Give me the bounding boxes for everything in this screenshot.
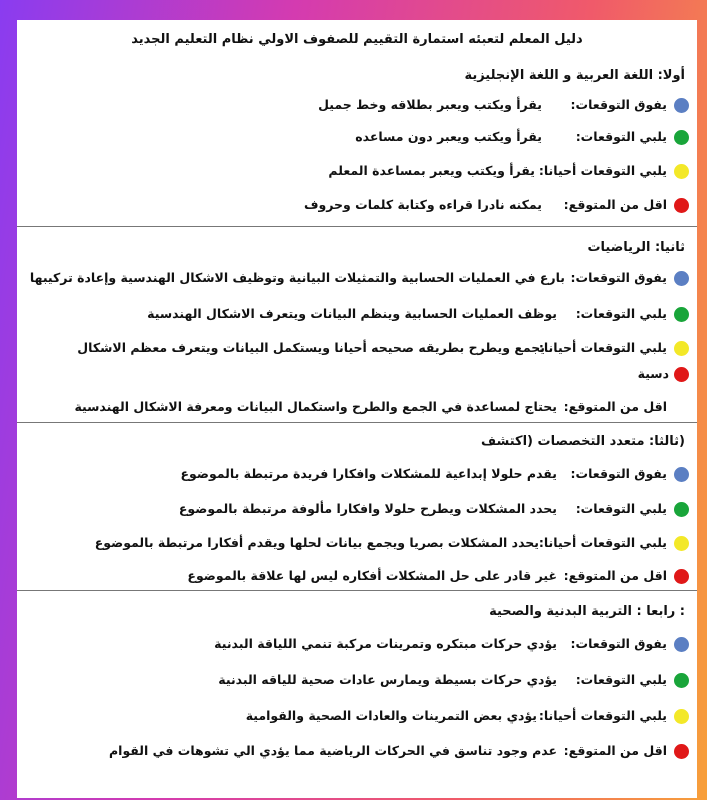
green-level-icon [674, 673, 689, 688]
section-heading-languages: أولا: اللغة العربية و اللغة الإنجليزية [464, 68, 685, 83]
level-label: اقل من المتوقع: [563, 568, 667, 583]
level-label: اقل من المتوقع: [563, 743, 667, 758]
list-item-continuation [17, 362, 697, 388]
red-level-icon [674, 744, 689, 759]
list-item [17, 336, 697, 362]
yellow-level-icon [674, 709, 689, 724]
yellow-level-icon [674, 341, 689, 356]
level-description: يحتاج لمساعدة في الجمع والطرح واستكمال البيانات ومعرفة الاشكال الهندسية [74, 399, 557, 414]
yellow-level-icon [674, 536, 689, 551]
section-heading-math: ثانيا: الرياضيات [587, 240, 685, 255]
level-label: يلبي التوقعات أحيانا: [538, 163, 667, 178]
red-level-icon [674, 367, 689, 382]
level-description: يوظف العمليات الحسابية وينظم البيانات ويتعرف الاشكال الهندسية [147, 306, 557, 321]
level-description: غير قادر على حل المشكلات أفكاره ليس لها علاقة بالموضوع [187, 568, 557, 583]
list-item [17, 125, 697, 151]
section-heading-physical-education: : رابعا : التربية البدنية والصحية [489, 604, 685, 619]
list-item [17, 159, 697, 185]
list-item [17, 632, 697, 658]
level-description: يمكنه نادرا قراءه وكتابة كلمات وحروف [303, 197, 542, 212]
green-level-icon [674, 502, 689, 517]
list-item [17, 462, 697, 488]
level-description: عدم وجود تناسق في الحركات الرياضية مما يؤدي الي تشوهات في القوام [109, 743, 557, 758]
blue-level-icon [674, 637, 689, 652]
level-description: بارع في العمليات الحسابية والتمثيلات البيانية وتوظيف الاشكال الهندسية وإعادة تركيبها [29, 270, 565, 285]
level-description: يقرأ ويكتب ويعبر بمساعدة المعلم [328, 163, 535, 178]
level-label: يفوق التوقعات: [570, 466, 667, 481]
level-label: يفوق التوقعات: [570, 270, 667, 285]
level-description: يؤدي حركات بسيطة ويمارس عادات صحية للياقه البدنية [218, 672, 557, 687]
list-item [17, 497, 697, 523]
wrapped-text-fragment: دسية [637, 366, 669, 381]
level-description: يحدد المشكلات بصريا ويجمع بيانات لحلها ويقدم أفكارا مرتبطة بالموضوع [94, 535, 539, 550]
level-description: يؤدي بعض التمرينات والعادات الصحية والقوامية [245, 708, 537, 723]
level-label: اقل من المتوقع: [563, 197, 667, 212]
level-label: يلبي التوقعات: [575, 129, 667, 144]
level-description: يحدد المشكلات ويطرح حلولا وافكارا مألوفة مرتبطة بالموضوع [178, 501, 557, 516]
level-label: يفوق التوقعات: [570, 97, 667, 112]
level-label: يلبي التوقعات: [575, 501, 667, 516]
section-heading-multidisciplinary: (ثالثا: متعدد التخصصات (اكتشف [481, 434, 685, 449]
list-item [17, 531, 697, 557]
green-level-icon [674, 307, 689, 322]
list-item [17, 193, 697, 219]
blue-level-icon [674, 271, 689, 286]
level-description: يقدم حلولا إبداعية للمشكلات وافكارا فريدة مرتبطة بالموضوع [180, 466, 557, 481]
yellow-level-icon [674, 164, 689, 179]
list-item [17, 564, 697, 590]
page-title: دليل المعلم لتعبئه استمارة التقييم للصفوف الاولي نظام التعليم الجديد [131, 32, 583, 47]
list-item [17, 266, 697, 292]
level-label: يلبي التوقعات أحيانا: [538, 708, 667, 723]
blue-level-icon [674, 98, 689, 113]
list-item [17, 704, 697, 730]
section-divider [17, 590, 697, 591]
red-level-icon [674, 198, 689, 213]
list-item [17, 93, 697, 119]
level-label: اقل من المتوقع: [563, 399, 667, 414]
level-label: يلبي التوقعات أحيانا: [538, 535, 667, 550]
level-label: يلبي التوقعات أحيانا: [538, 340, 667, 355]
level-description: يجمع ويطرح بطريقه صحيحه أحيانا ويستكمل البيانات ويتعرف معظم الاشكال [77, 340, 545, 355]
list-item [17, 302, 697, 328]
list-item [17, 395, 697, 421]
level-description: يقرأ ويكتب ويعبر دون مساعده [355, 129, 542, 144]
green-level-icon [674, 130, 689, 145]
level-description: يقرأ ويكتب ويعبر بطلاقه وخط جميل [318, 97, 542, 112]
red-level-icon [674, 569, 689, 584]
blue-level-icon [674, 467, 689, 482]
section-divider [17, 226, 697, 227]
level-label: يفوق التوقعات: [570, 636, 667, 651]
level-label: يلبي التوقعات: [575, 672, 667, 687]
section-divider [17, 422, 697, 423]
list-item [17, 739, 697, 765]
level-label: يلبي التوقعات: [575, 306, 667, 321]
evaluation-guide-sheet [17, 20, 697, 798]
level-description: يؤدي حركات مبتكره وتمرينات مركبة تنمي اللياقة البدنية [214, 636, 557, 651]
list-item [17, 668, 697, 694]
